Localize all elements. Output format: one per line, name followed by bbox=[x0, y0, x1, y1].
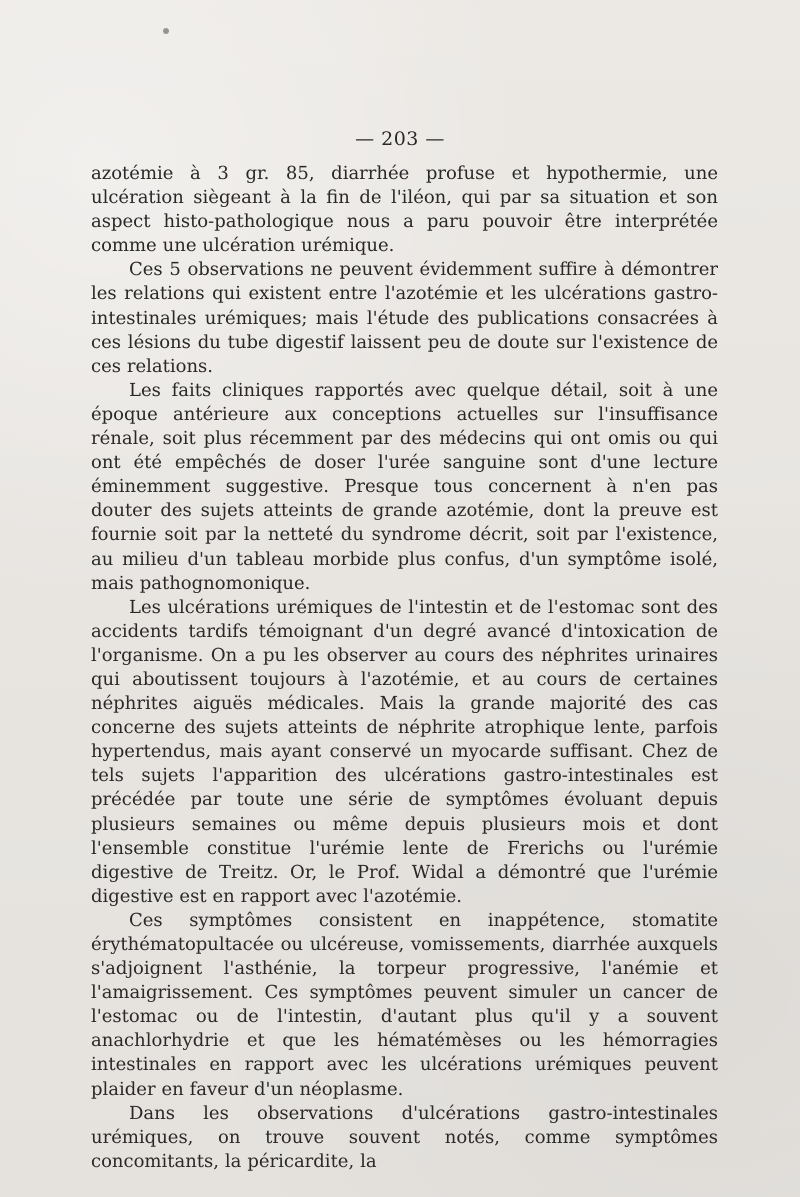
page-number: — 203 — bbox=[355, 128, 445, 150]
body-text bbox=[91, 162, 718, 1174]
paragraph-2: Ces 5 observations ne peuvent évidemment suffire à démontrer les relations qui existent entre l'azotémie et les ulcérations gastro-intestinales urémiques; mais l'étude des publications consacrées à ces lésions du tube digestif laissent peu de doute sur l'existence de ces relations. bbox=[91, 259, 718, 377]
ink-speck bbox=[163, 28, 169, 34]
paragraph-4: Les ulcérations urémiques de l'intestin et de l'estomac sont des accidents tardifs témoignant d'un degré avancé d'intoxication de l'organisme. On a pu les observer au cours des néphrites urinaires qui aboutissent toujours à l'azotémie, et au cours de certaines néphrites aiguës médicales. Mais la grande majorité des cas concerne des sujets atteints de néphrite atrophique lente, parfois hypertendus, mais ayant conservé un myocarde suffisant. Chez de tels sujets l'apparition des ulcérations gastro-intestinales est précédée par toute une série de symptômes évoluant depuis plusieurs semaines ou même depuis plusieurs mois et dont l'ensemble constitue l'urémie lente de Frerichs ou l'urémie digestive de Treitz. Or, le Prof. Widal a démontré que l'urémie digestive est en rapport avec l'azotémie. bbox=[91, 596, 718, 907]
paragraph-5: Ces symptômes consistent en inappétence, stomatite érythématopultacée ou ulcéreuse, vomissements, diarrhée auxquels s'adjoignent l'asthénie, la torpeur progressive, l'anémie et l'amaigrissement. Ces symptômes peuvent simuler un cancer de l'estomac ou de l'intestin, d'autant plus qu'il y a souvent anachlorhydrie et que les hématémèses ou les hémorragies intestinales en rapport avec les ulcérations urémiques peuvent plaider en faveur d'un néoplasme. bbox=[91, 909, 718, 1100]
paragraph-1: azotémie à 3 gr. 85, diarrhée profuse et hypothermie, une ulcération siègeant à la fin de l'iléon, qui par sa situation et son aspect histo-pathologique nous a paru pouvoir être interprétée comme une ulcération urémique. bbox=[91, 163, 718, 257]
paragraph-3: Les faits cliniques rapportés avec quelque détail, soit à une époque antérieure aux conceptions actuelles sur l'insuffisance rénale, soit plus récemment par des médecins qui ont omis ou qui ont été empêchés de doser l'urée sanguine sont d'une lecture éminemment suggestive. Presque tous concernent à n'en pas douter des sujets atteints de grande azotémie, dont la preuve est fournie soit par la netteté du syndrome décrit, soit par l'existence, au milieu d'un tableau morbide plus confus, d'un symptôme isolé, mais pathognomonique. bbox=[91, 379, 718, 594]
paragraph-6: Dans les observations d'ulcérations gastro-intestinales urémiques, on trouve souvent notés, comme symptômes concomitants, la péricardite, la bbox=[91, 1102, 718, 1172]
